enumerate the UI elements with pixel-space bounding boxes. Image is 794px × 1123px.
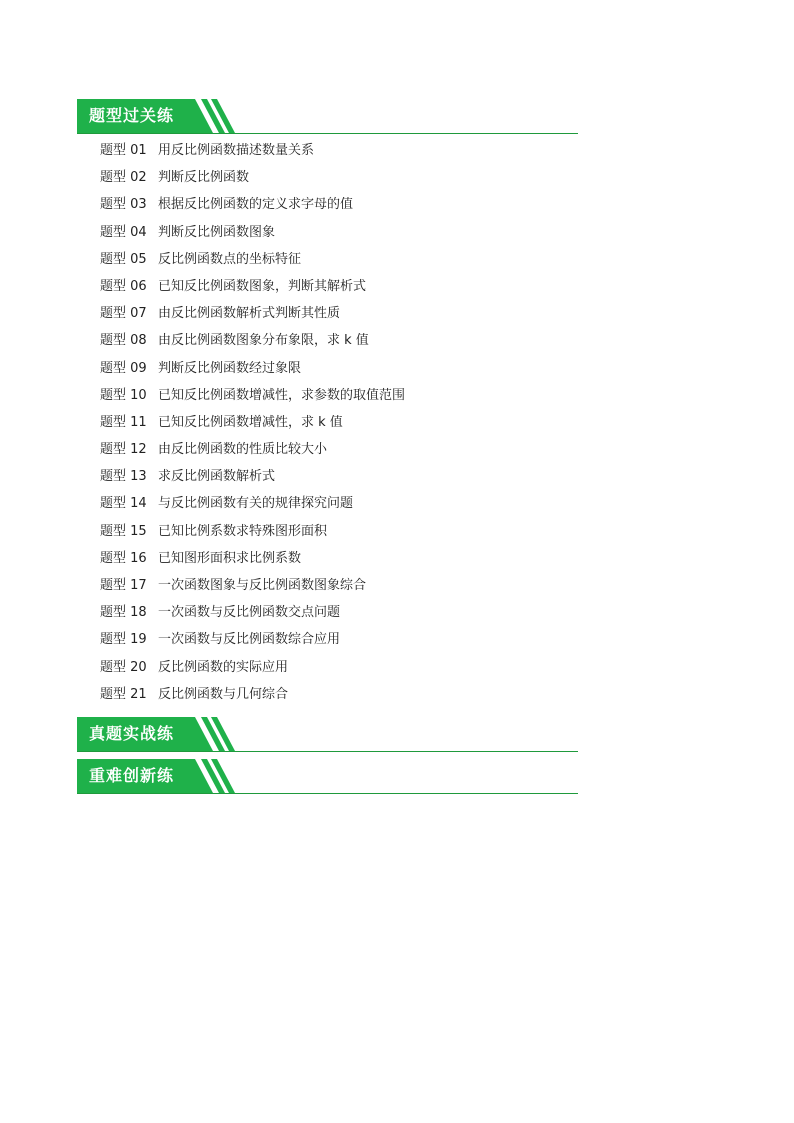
topic-item xyxy=(100,490,405,517)
topic-item xyxy=(100,681,405,708)
topic-text: 判断反比例函数 xyxy=(158,170,250,186)
topic-text: 一次函数与反比例函数综合应用 xyxy=(158,632,341,648)
topic-code: 题型 14 xyxy=(100,496,147,512)
section-header-hard xyxy=(77,758,578,794)
topic-code: 题型 12 xyxy=(100,442,147,458)
topic-item xyxy=(100,382,405,409)
topic-text: 与反比例函数有关的规律探究问题 xyxy=(158,496,354,512)
topic-text: 由反比例函数图象分布象限，求 k 值 xyxy=(158,333,369,349)
topic-text: 反比例函数点的坐标特征 xyxy=(158,251,302,267)
topic-text: 根据反比例函数的定义求字母的值 xyxy=(158,197,354,213)
section-title-practice: 题型过关练 xyxy=(89,106,175,125)
topic-item xyxy=(100,518,405,545)
topic-list xyxy=(100,137,405,708)
topic-code: 题型 07 xyxy=(100,306,147,322)
topic-text: 已知反比例函数增减性，求 k 值 xyxy=(158,414,343,430)
section-divider-line xyxy=(77,751,578,753)
topic-code: 题型 20 xyxy=(100,659,147,675)
topic-text: 由反比例函数解析式判断其性质 xyxy=(158,306,341,322)
topic-item xyxy=(100,463,405,490)
topic-code: 题型 16 xyxy=(100,550,147,566)
topic-code: 题型 02 xyxy=(100,170,147,186)
section-tab-hard xyxy=(77,759,237,793)
section-divider-line xyxy=(77,133,578,135)
topic-item xyxy=(100,273,405,300)
topic-text: 已知比例系数求特殊图形面积 xyxy=(158,523,328,539)
topic-item xyxy=(100,327,405,354)
topic-text: 已知图形面积求比例系数 xyxy=(158,550,302,566)
section-title-hard: 重难创新练 xyxy=(89,766,175,785)
topic-code: 题型 01 xyxy=(100,143,147,158)
topic-code: 题型 13 xyxy=(100,469,147,485)
topic-item xyxy=(100,300,405,327)
topic-text: 反比例函数与几何综合 xyxy=(158,686,289,702)
topic-item xyxy=(100,626,405,653)
topic-text: 由反比例函数的性质比较大小 xyxy=(158,442,328,458)
topic-code: 题型 09 xyxy=(100,360,147,376)
topic-code: 题型 17 xyxy=(100,578,147,593)
topic-code: 题型 05 xyxy=(100,251,147,267)
topic-item xyxy=(100,599,405,626)
topic-code: 题型 10 xyxy=(100,387,147,403)
topic-code: 题型 19 xyxy=(100,632,147,648)
section-title-real: 真题实战练 xyxy=(89,724,175,743)
topic-code: 题型 06 xyxy=(100,278,147,294)
topic-code: 题型 03 xyxy=(100,197,147,213)
topic-text: 求反比例函数解析式 xyxy=(158,469,276,485)
topic-code: 题型 08 xyxy=(100,333,147,349)
topic-item xyxy=(100,246,405,273)
topic-text: 反比例函数的实际应用 xyxy=(158,659,289,675)
topic-item xyxy=(100,654,405,681)
topic-item xyxy=(100,191,405,218)
topic-text: 一次函数与反比例函数交点问题 xyxy=(158,605,341,621)
topic-code: 题型 04 xyxy=(100,224,147,240)
topic-item xyxy=(100,409,405,436)
topic-text: 判断反比例函数图象 xyxy=(158,224,276,240)
topic-text: 判断反比例函数经过象限 xyxy=(158,360,302,376)
topic-code: 题型 18 xyxy=(100,605,147,621)
topic-code: 题型 21 xyxy=(100,686,147,702)
topic-text: 用反比例函数描述数量关系 xyxy=(158,143,315,158)
topic-item xyxy=(100,572,405,599)
topic-item xyxy=(100,545,405,572)
section-tab-practice xyxy=(77,99,237,133)
section-divider-line xyxy=(77,793,578,795)
topic-text: 一次函数图象与反比例函数图象综合 xyxy=(158,578,367,593)
section-header-practice xyxy=(77,98,578,134)
topic-code: 题型 11 xyxy=(100,414,147,430)
topic-item xyxy=(100,355,405,382)
topic-item xyxy=(100,436,405,463)
section-header-real xyxy=(77,716,578,752)
topic-code: 题型 15 xyxy=(100,523,147,539)
topic-item xyxy=(100,137,405,164)
section-tab-real xyxy=(77,717,237,751)
topic-text: 已知反比例函数图象，判断其解析式 xyxy=(158,278,367,294)
topic-item xyxy=(100,219,405,246)
topic-item xyxy=(100,164,405,191)
topic-text: 已知反比例函数增减性，求参数的取值范围 xyxy=(158,387,406,403)
